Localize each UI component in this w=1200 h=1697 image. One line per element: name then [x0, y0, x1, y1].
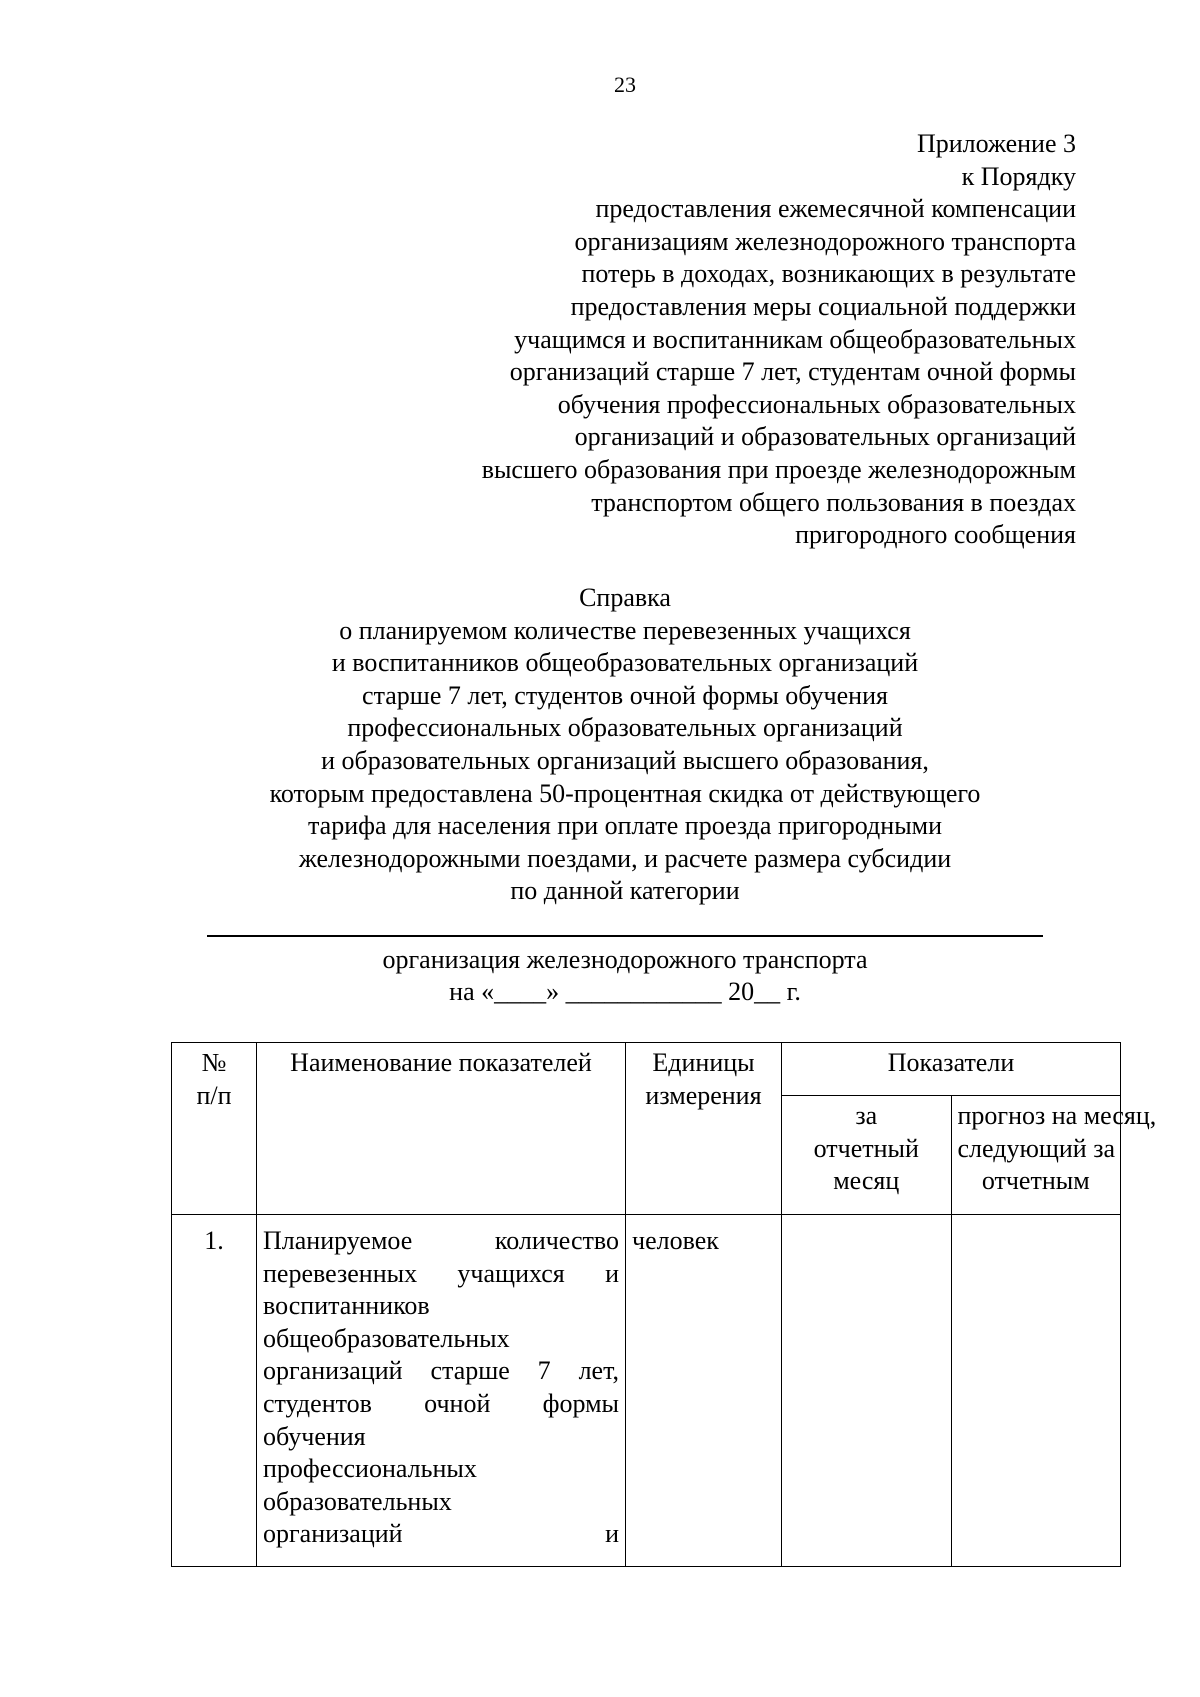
row-name-line: воспитанников [263, 1291, 430, 1321]
indicators-table [171, 1042, 1157, 1567]
document-subtitle-line: о планируемом количестве перевезенных учащихся [339, 615, 911, 645]
document-subtitle-line: тарифа для населения при оплате проезда пригородными [307, 811, 943, 841]
appendix-block [300, 128, 1076, 552]
organization-caption: организация железнодорожного транспорта [382, 945, 868, 974]
row-name-line: организаций старше 7 лет, [263, 1356, 619, 1386]
header-number-line: № [201, 1048, 227, 1077]
row-name-line: перевезенных учащихся и [263, 1258, 619, 1288]
appendix-line: транспортом общего пользования в поездах [591, 487, 1076, 517]
header-reported [782, 1096, 952, 1215]
appendix-line: высшего образования при проезде железнодорожным [481, 454, 1076, 484]
document-subtitle-line: по данной категории [510, 876, 740, 906]
page-number: 23 [614, 72, 636, 97]
header-unit-line: измерения [645, 1080, 762, 1110]
appendix-line: к Порядку [961, 161, 1076, 191]
row-name-line: организаций и [263, 1519, 619, 1549]
row-name-line: обучения [263, 1421, 366, 1451]
appendix-line: Приложение 3 [916, 129, 1076, 158]
header-reported-line: месяц [833, 1166, 900, 1196]
header-unit [626, 1043, 782, 1215]
row-name-line: профессиональных [263, 1454, 477, 1484]
appendix-line: пригородного сообщения [795, 520, 1076, 550]
row-name [257, 1215, 626, 1567]
header-forecast [951, 1096, 1157, 1215]
header-indicators-text: Показатели [887, 1048, 1015, 1077]
appendix-line: обучения профессиональных образовательных [557, 389, 1076, 419]
header-forecast-line: отчетным [981, 1166, 1090, 1196]
document-subtitle-line: и воспитанников общеобразовательных организаций [331, 648, 919, 678]
header-name [257, 1043, 626, 1215]
header-number-line: п/п [196, 1080, 232, 1110]
appendix-line: учащимся и воспитанникам общеобразовательных [514, 324, 1076, 354]
appendix-line: предоставления ежемесячной компенсации [595, 194, 1076, 224]
header-name-text: Наименование показателей [290, 1048, 592, 1077]
header-unit-line: Единицы [652, 1048, 755, 1077]
document-subtitle-line: старше 7 лет, студентов очной формы обучения [362, 680, 888, 710]
document-subtitle-line: которым предоставлена 50-процентная скидка от действующего [269, 778, 981, 808]
document-subtitle-line: профессиональных образовательных организаций [347, 713, 903, 743]
row-number: 1. [172, 1215, 257, 1567]
row-name-line: Планируемое количество [263, 1226, 619, 1255]
document-subtitle-line: и образовательных организаций высшего образования, [321, 745, 929, 775]
organization-caption-block [150, 944, 1100, 1008]
date-line: на «____» ____________ 20__ г. [449, 977, 801, 1006]
document-subtitle-line: железнодорожными поездами, и расчете размера субсидии [298, 843, 952, 873]
header-reported-line: за [855, 1101, 878, 1130]
appendix-line: потерь в доходах, возникающих в результате [581, 259, 1076, 289]
row-name-line: общеобразовательных [263, 1323, 510, 1353]
organization-fill-line [207, 935, 1043, 937]
header-forecast-line: прогноз на месяц, [957, 1101, 1157, 1130]
table-row [172, 1215, 1121, 1567]
row-reported-value [782, 1215, 952, 1567]
document-title-block [150, 582, 1100, 908]
header-forecast-line: следующий за [957, 1133, 1116, 1163]
appendix-line: организаций и образовательных организаций [574, 422, 1076, 452]
row-forecast-value [951, 1215, 1121, 1567]
table-header-row [172, 1043, 1121, 1096]
document-title: Справка [579, 583, 671, 612]
header-indicators [782, 1043, 1121, 1096]
row-name-line: образовательных [263, 1486, 452, 1516]
row-unit: человек [626, 1215, 782, 1567]
header-number [172, 1043, 257, 1215]
appendix-line: предоставления меры социальной поддержки [570, 291, 1076, 321]
header-reported-line: отчетный [813, 1133, 919, 1163]
appendix-line: организаций старше 7 лет, студентам очной формы [509, 357, 1076, 387]
row-name-line: студентов очной формы [263, 1388, 619, 1418]
appendix-line: организациям железнодорожного транспорта [574, 226, 1076, 256]
